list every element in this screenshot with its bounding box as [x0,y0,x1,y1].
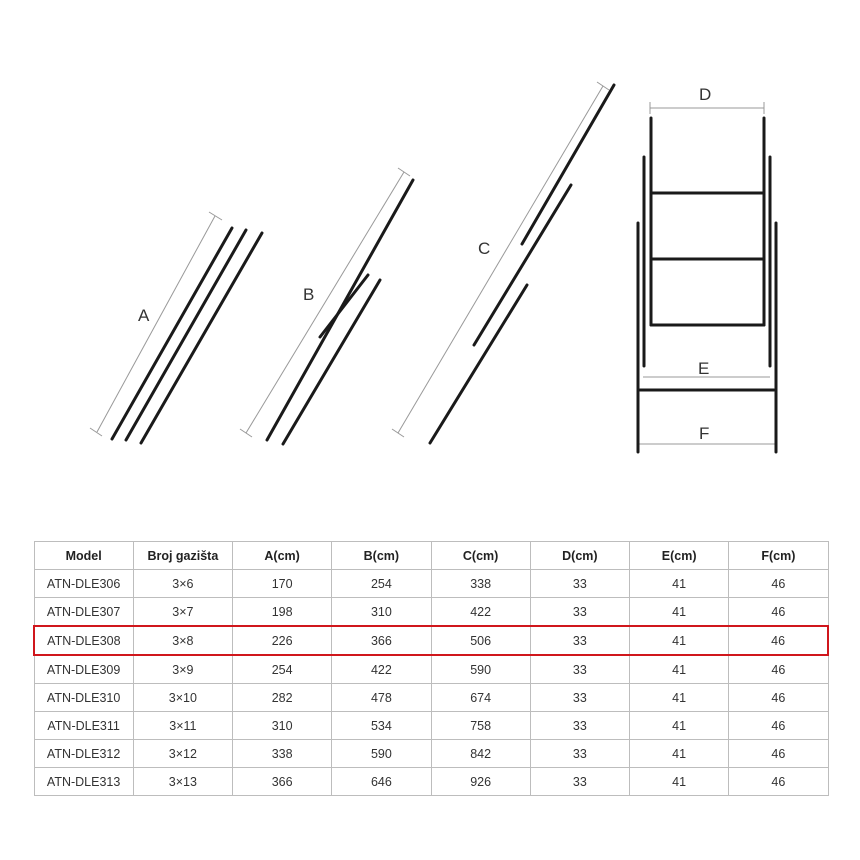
table-cell: 198 [233,598,332,627]
table-cell: 674 [431,684,530,712]
table-cell: 758 [431,712,530,740]
table-cell: 478 [332,684,431,712]
table-row [34,712,828,740]
table-cell: 590 [431,655,530,684]
table-row [34,684,828,712]
table-cell: 338 [431,570,530,598]
table-cell: 3×12 [133,740,232,768]
table-cell: 226 [233,626,332,655]
column-header: F(cm) [729,542,828,570]
table-cell: 33 [530,684,629,712]
table-cell: ATN-DLE310 [34,684,133,712]
table-cell: 41 [630,684,729,712]
table-cell: 41 [630,570,729,598]
table-cell: 46 [729,570,828,598]
table-cell: 310 [233,712,332,740]
ladder-rails [112,85,776,452]
column-header: D(cm) [530,542,629,570]
column-header: Broj gazišta [133,542,232,570]
table-cell: 926 [431,768,530,796]
table-cell: ATN-DLE311 [34,712,133,740]
table-row [34,598,828,627]
table-cell: 590 [332,740,431,768]
table-cell: ATN-DLE309 [34,655,133,684]
table-cell: 170 [233,570,332,598]
table-cell: 3×7 [133,598,232,627]
table-row [34,570,828,598]
table-cell: ATN-DLE313 [34,768,133,796]
table-cell: ATN-DLE308 [34,626,133,655]
table-cell: ATN-DLE306 [34,570,133,598]
table-cell: 46 [729,684,828,712]
table-cell: 534 [332,712,431,740]
column-header: Model [34,542,133,570]
table-cell: 3×9 [133,655,232,684]
label-f: F [699,424,710,443]
table-cell: ATN-DLE307 [34,598,133,627]
table-cell: 46 [729,740,828,768]
table-cell: 3×8 [133,626,232,655]
table-row [34,768,828,796]
table-cell: 422 [332,655,431,684]
column-header: E(cm) [630,542,729,570]
label-d: D [699,85,712,104]
table-header-row [34,542,828,570]
table-cell: 46 [729,712,828,740]
table-cell: 41 [630,768,729,796]
table-cell: 3×13 [133,768,232,796]
table-cell: 46 [729,626,828,655]
table-cell: 422 [431,598,530,627]
table-cell: 41 [630,598,729,627]
table-cell: 3×6 [133,570,232,598]
table-cell: 33 [530,712,629,740]
dimension-c-line [398,86,603,433]
table-row [34,740,828,768]
table-cell: 46 [729,768,828,796]
table-row-highlighted [34,626,828,655]
column-header: C(cm) [431,542,530,570]
label-c: C [478,239,491,258]
table-cell: 646 [332,768,431,796]
table-cell: 33 [530,740,629,768]
table-cell: 33 [530,598,629,627]
table-cell: 254 [332,570,431,598]
table-cell: 41 [630,712,729,740]
table-cell: 41 [630,740,729,768]
column-header: B(cm) [332,542,431,570]
table-cell: 33 [530,768,629,796]
table-cell: 282 [233,684,332,712]
table-cell: 33 [530,655,629,684]
specifications-table [33,541,829,796]
label-b: B [303,285,315,304]
dimension-b-line [246,172,404,433]
table-cell: 366 [233,768,332,796]
table-cell: 254 [233,655,332,684]
label-e: E [698,359,710,378]
column-header: A(cm) [233,542,332,570]
table-cell: 33 [530,570,629,598]
table-cell: 506 [431,626,530,655]
table-cell: 842 [431,740,530,768]
table-cell: ATN-DLE312 [34,740,133,768]
table-cell: 46 [729,598,828,627]
table-cell: 3×11 [133,712,232,740]
table-row [34,655,828,684]
table-cell: 41 [630,655,729,684]
table-cell: 33 [530,626,629,655]
table-cell: 310 [332,598,431,627]
table-cell: 46 [729,655,828,684]
table-cell: 366 [332,626,431,655]
dimension-a-line [97,216,215,432]
label-a: A [138,306,150,325]
table-cell: 3×10 [133,684,232,712]
table-cell: 41 [630,626,729,655]
table-cell: 338 [233,740,332,768]
